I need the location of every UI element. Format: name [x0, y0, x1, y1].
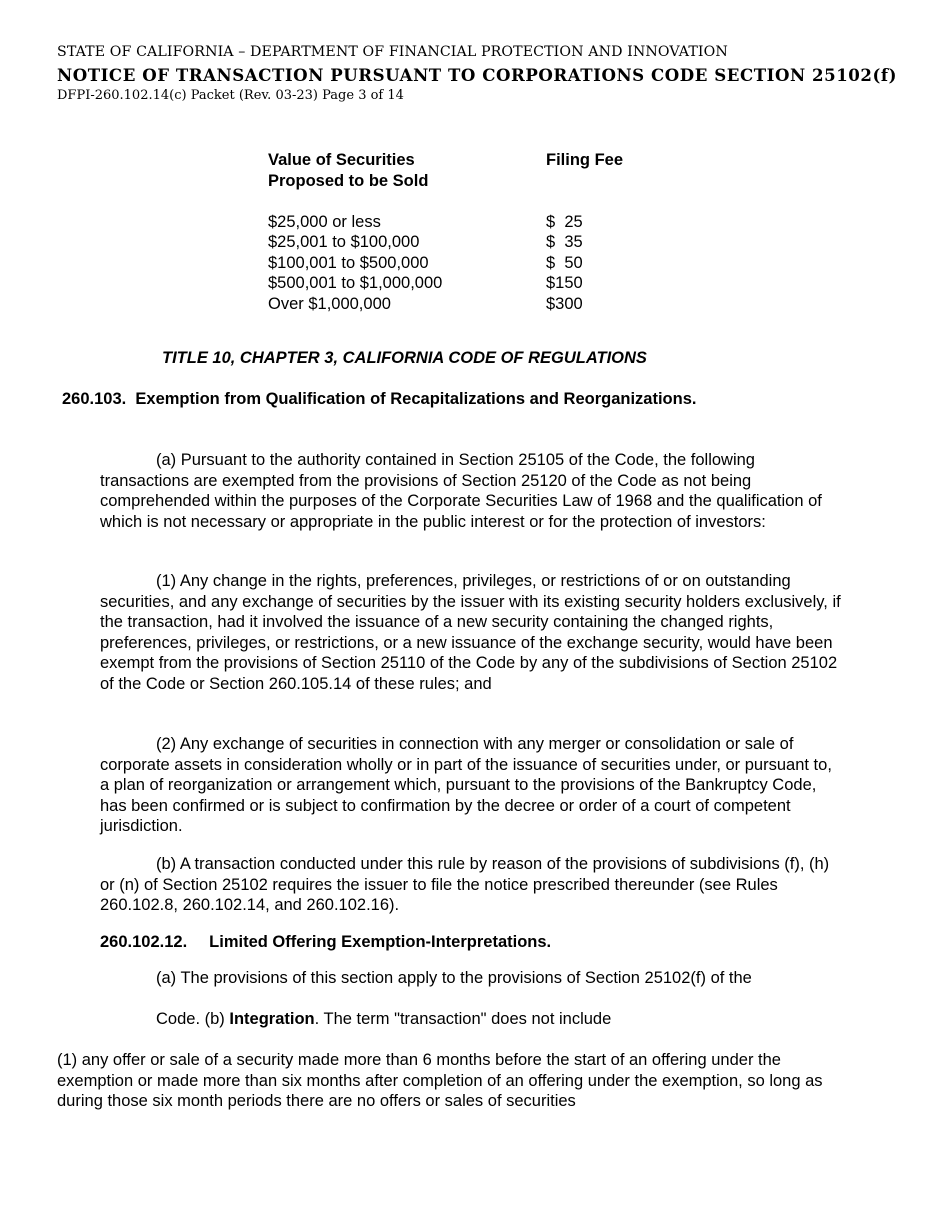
- subsection-line-a: (a) The provisions of this section apply to the provisions of Section 25102(f) of the: [156, 969, 752, 987]
- value-column-header: Value of Securities Proposed to be Sold: [268, 151, 429, 190]
- fee-cell: $ 50: [546, 253, 583, 272]
- fee-cell: $300: [546, 294, 583, 313]
- fee-cell: $ 35: [546, 233, 583, 251]
- value-cell: $25,001 to $100,000: [268, 233, 420, 251]
- fee-cell: $ 25: [546, 212, 583, 231]
- integration-term: Integration: [229, 1010, 315, 1028]
- fee-column: [546, 150, 666, 314]
- fee-column-header: Filing Fee: [546, 151, 624, 169]
- section-heading: 260.103. Exemption from Qualification of Recapitalizations and Reorganizations.: [62, 390, 697, 408]
- paragraph-1: (1) Any change in the rights, preferences, privileges, or restrictions of or on outstanding securities, and any exchange of securities by the issuer with its existing security holders exclusively, if the transaction, had it involved the issuance of a new security containing the changed rights, preferences, privileges, or restrictions, or a new issuance of the exchange security, would have been exempt from the provisions of Section 25110 of the Code by any of the subdivisions of Section 25102 of the Code or Section 260.105.14 of these rules; and: [100, 572, 841, 693]
- agency-name: STATE OF CALIFORNIA – DEPARTMENT OF FINANCIAL PROTECTION AND INNOVATION: [57, 44, 728, 60]
- value-column: [268, 150, 528, 314]
- final-paragraph: (1) any offer or sale of a security made more than 6 months before the start of an offering under the exemption or made more than six months after completion of an offering under the exemption, so long as during those six month periods there are no offers or sales of securities: [57, 1051, 823, 1110]
- form-number-page: DFPI-260.102.14(c) Packet (Rev. 03-23) Page 3 of 14: [57, 88, 404, 103]
- value-cell: Over $1,000,000: [268, 294, 391, 313]
- value-cell: $25,000 or less: [268, 212, 381, 231]
- fee-cell: $150: [546, 274, 583, 292]
- subsection-line-b: Code. (b) Integration. The term "transaction" does not include: [156, 1010, 612, 1028]
- chapter-title: TITLE 10, CHAPTER 3, CALIFORNIA CODE OF REGULATIONS: [162, 349, 647, 367]
- subsection-number: 260.102.12.: [100, 933, 188, 951]
- subsection-title: Limited Offering Exemption-Interpretations.: [209, 933, 552, 951]
- document-title: NOTICE OF TRANSACTION PURSUANT TO CORPORATIONS CODE SECTION 25102(f): [57, 65, 897, 85]
- paragraph-b: (b) A transaction conducted under this rule by reason of the provisions of subdivisions (f), (h) or (n) of Section 25102 requires the issuer to file the notice prescribed thereunder (see Rules 260.102.8, 260.102.14, and 260.102.16).: [100, 855, 830, 914]
- value-cell: $500,001 to $1,000,000: [268, 274, 443, 292]
- value-cell: $100,001 to $500,000: [268, 253, 429, 272]
- fee-cells: [546, 212, 666, 315]
- paragraph-a: (a) Pursuant to the authority contained in Section 25105 of the Code, the following transactions are exempted from the provisions of Section 25120 of the Code as not being comprehended within the purposes of the Corporate Securities Law of 1968 and the qualification of which is not necessary or appropriate in the public interest or for the protection of investors:: [100, 451, 822, 531]
- paragraph-2: (2) Any exchange of securities in connection with any merger or consolidation or sale of corporate assets in consideration wholly or in part of the issuance of securities under, or pursuant to, a plan of reorganization or arrangement which, pursuant to the provisions of the Bankruptcy Code, has been confirmed or is subject to confirmation by the decree or order of a court of competent jurisdiction.: [100, 735, 832, 835]
- value-cells: [268, 212, 528, 315]
- subsection-heading: [100, 932, 551, 953]
